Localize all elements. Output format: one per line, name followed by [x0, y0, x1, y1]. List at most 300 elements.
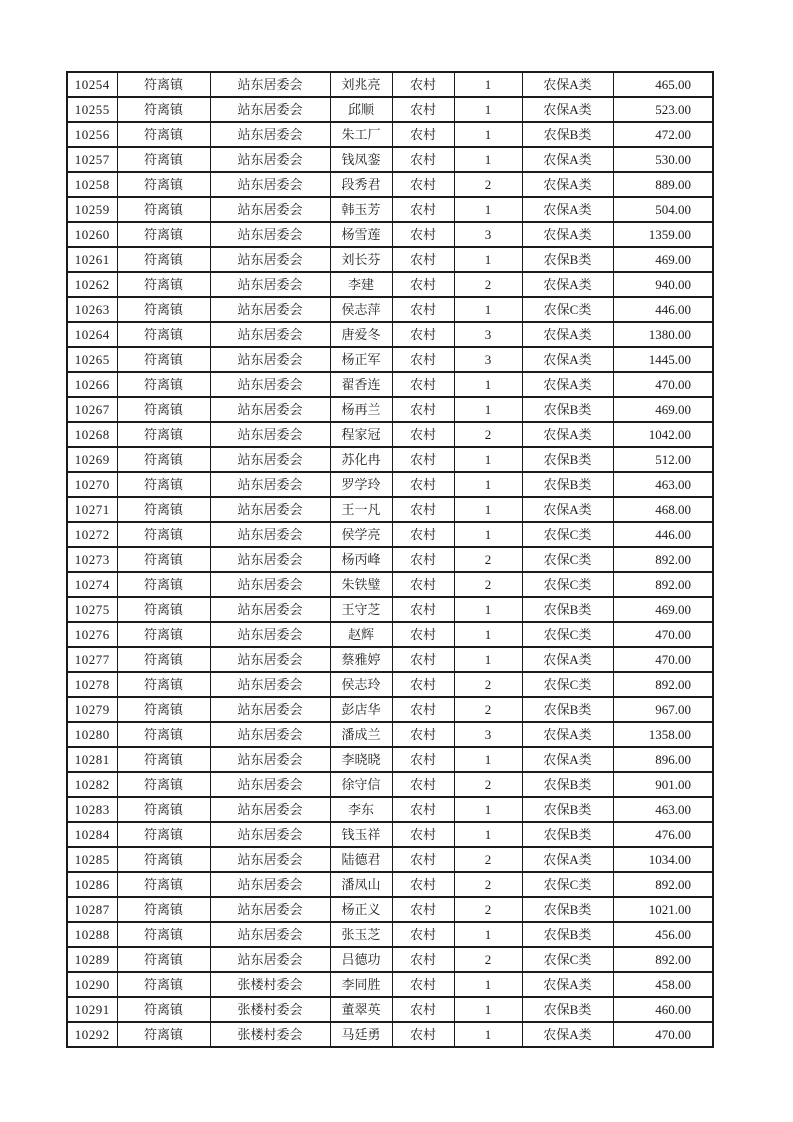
cell-town: 符离镇 — [117, 997, 210, 1022]
table-row — [67, 972, 713, 997]
table-row — [67, 372, 713, 397]
cell-name: 罗学玲 — [330, 472, 392, 497]
cell-name: 杨正义 — [330, 897, 392, 922]
cell-name: 侯学亮 — [330, 522, 392, 547]
cell-town: 符离镇 — [117, 422, 210, 447]
cell-residence: 农村 — [392, 697, 454, 722]
cell-committee: 站东居委会 — [210, 372, 330, 397]
cell-amount: 476.00 — [613, 822, 713, 847]
table-row — [67, 1022, 713, 1047]
cell-amount: 458.00 — [613, 972, 713, 997]
table-row — [67, 272, 713, 297]
table-row — [67, 447, 713, 472]
cell-count: 1 — [454, 372, 522, 397]
table-row — [67, 922, 713, 947]
table-row — [67, 847, 713, 872]
cell-amount: 460.00 — [613, 997, 713, 1022]
cell-count: 2 — [454, 422, 522, 447]
cell-town: 符离镇 — [117, 372, 210, 397]
table-row — [67, 572, 713, 597]
cell-residence: 农村 — [392, 997, 454, 1022]
cell-committee: 站东居委会 — [210, 97, 330, 122]
cell-residence: 农村 — [392, 672, 454, 697]
cell-amount: 889.00 — [613, 172, 713, 197]
cell-residence: 农村 — [392, 872, 454, 897]
cell-amount: 470.00 — [613, 1022, 713, 1047]
cell-town: 符离镇 — [117, 147, 210, 172]
cell-amount: 1358.00 — [613, 722, 713, 747]
cell-town: 符离镇 — [117, 172, 210, 197]
cell-town: 符离镇 — [117, 872, 210, 897]
cell-committee: 站东居委会 — [210, 447, 330, 472]
cell-category: 农保B类 — [522, 797, 613, 822]
cell-category: 农保B类 — [522, 397, 613, 422]
cell-committee: 站东居委会 — [210, 722, 330, 747]
cell-id: 10261 — [67, 247, 117, 272]
cell-residence: 农村 — [392, 372, 454, 397]
cell-amount: 446.00 — [613, 297, 713, 322]
cell-id: 10277 — [67, 647, 117, 672]
cell-town: 符离镇 — [117, 472, 210, 497]
cell-amount: 1034.00 — [613, 847, 713, 872]
cell-town: 符离镇 — [117, 272, 210, 297]
cell-amount: 892.00 — [613, 672, 713, 697]
cell-amount: 901.00 — [613, 772, 713, 797]
cell-residence: 农村 — [392, 797, 454, 822]
table-row — [67, 397, 713, 422]
cell-id: 10289 — [67, 947, 117, 972]
table-row — [67, 172, 713, 197]
cell-residence: 农村 — [392, 847, 454, 872]
table-row — [67, 522, 713, 547]
cell-committee: 张楼村委会 — [210, 1022, 330, 1047]
cell-amount: 470.00 — [613, 622, 713, 647]
cell-count: 2 — [454, 697, 522, 722]
cell-count: 1 — [454, 622, 522, 647]
cell-name: 唐爱冬 — [330, 322, 392, 347]
cell-category: 农保B类 — [522, 822, 613, 847]
cell-id: 10254 — [67, 72, 117, 97]
cell-id: 10276 — [67, 622, 117, 647]
cell-count: 1 — [454, 922, 522, 947]
cell-category: 农保A类 — [522, 272, 613, 297]
cell-residence: 农村 — [392, 122, 454, 147]
table-row — [67, 297, 713, 322]
cell-town: 符离镇 — [117, 397, 210, 422]
table-row — [67, 822, 713, 847]
cell-count: 1 — [454, 97, 522, 122]
cell-category: 农保B类 — [522, 472, 613, 497]
cell-count: 1 — [454, 147, 522, 172]
cell-residence: 农村 — [392, 647, 454, 672]
table-row — [67, 97, 713, 122]
cell-committee: 站东居委会 — [210, 172, 330, 197]
cell-amount: 469.00 — [613, 397, 713, 422]
table-row — [67, 647, 713, 672]
cell-residence: 农村 — [392, 297, 454, 322]
table-row — [67, 122, 713, 147]
table-row — [67, 872, 713, 897]
cell-id: 10275 — [67, 597, 117, 622]
cell-count: 2 — [454, 947, 522, 972]
cell-name: 杨再兰 — [330, 397, 392, 422]
records-tbody — [67, 72, 713, 1047]
cell-count: 3 — [454, 347, 522, 372]
cell-id: 10257 — [67, 147, 117, 172]
cell-committee: 站东居委会 — [210, 497, 330, 522]
cell-category: 农保B类 — [522, 597, 613, 622]
cell-committee: 站东居委会 — [210, 272, 330, 297]
cell-town: 符离镇 — [117, 1022, 210, 1047]
cell-count: 1 — [454, 447, 522, 472]
cell-name: 陆德君 — [330, 847, 392, 872]
cell-town: 符离镇 — [117, 947, 210, 972]
cell-amount: 892.00 — [613, 947, 713, 972]
table-row — [67, 547, 713, 572]
cell-town: 符离镇 — [117, 547, 210, 572]
cell-count: 2 — [454, 872, 522, 897]
cell-name: 侯志玲 — [330, 672, 392, 697]
table-row — [67, 947, 713, 972]
cell-category: 农保B类 — [522, 247, 613, 272]
cell-name: 苏化冉 — [330, 447, 392, 472]
cell-id: 10282 — [67, 772, 117, 797]
cell-name: 李建 — [330, 272, 392, 297]
table-row — [67, 997, 713, 1022]
cell-name: 钱凤銮 — [330, 147, 392, 172]
cell-town: 符离镇 — [117, 322, 210, 347]
cell-residence: 农村 — [392, 597, 454, 622]
cell-category: 农保A类 — [522, 497, 613, 522]
cell-category: 农保A类 — [522, 97, 613, 122]
cell-id: 10286 — [67, 872, 117, 897]
table-row — [67, 797, 713, 822]
table-row — [67, 747, 713, 772]
cell-count: 3 — [454, 322, 522, 347]
cell-id: 10263 — [67, 297, 117, 322]
cell-committee: 站东居委会 — [210, 322, 330, 347]
cell-category: 农保C类 — [522, 522, 613, 547]
cell-id: 10265 — [67, 347, 117, 372]
cell-name: 蔡雅婷 — [330, 647, 392, 672]
cell-category: 农保A类 — [522, 647, 613, 672]
cell-count: 1 — [454, 1022, 522, 1047]
cell-residence: 农村 — [392, 772, 454, 797]
cell-residence: 农村 — [392, 147, 454, 172]
cell-town: 符离镇 — [117, 847, 210, 872]
cell-count: 1 — [454, 497, 522, 522]
cell-amount: 468.00 — [613, 497, 713, 522]
cell-committee: 站东居委会 — [210, 547, 330, 572]
cell-committee: 站东居委会 — [210, 797, 330, 822]
cell-committee: 站东居委会 — [210, 297, 330, 322]
cell-town: 符离镇 — [117, 972, 210, 997]
cell-name: 潘成兰 — [330, 722, 392, 747]
table-row — [67, 347, 713, 372]
cell-category: 农保A类 — [522, 847, 613, 872]
cell-name: 邱顺 — [330, 97, 392, 122]
cell-count: 1 — [454, 972, 522, 997]
cell-name: 刘长芬 — [330, 247, 392, 272]
cell-category: 农保B类 — [522, 997, 613, 1022]
cell-committee: 站东居委会 — [210, 597, 330, 622]
cell-count: 1 — [454, 797, 522, 822]
cell-id: 10267 — [67, 397, 117, 422]
cell-town: 符离镇 — [117, 497, 210, 522]
cell-id: 10258 — [67, 172, 117, 197]
table-row — [67, 422, 713, 447]
cell-id: 10256 — [67, 122, 117, 147]
cell-id: 10262 — [67, 272, 117, 297]
cell-residence: 农村 — [392, 422, 454, 447]
cell-amount: 465.00 — [613, 72, 713, 97]
cell-committee: 站东居委会 — [210, 897, 330, 922]
cell-committee: 站东居委会 — [210, 122, 330, 147]
cell-residence: 农村 — [392, 272, 454, 297]
table-row — [67, 72, 713, 97]
cell-category: 农保A类 — [522, 747, 613, 772]
table-row — [67, 222, 713, 247]
cell-count: 3 — [454, 222, 522, 247]
cell-count: 2 — [454, 772, 522, 797]
cell-town: 符离镇 — [117, 522, 210, 547]
cell-amount: 504.00 — [613, 197, 713, 222]
cell-committee: 站东居委会 — [210, 622, 330, 647]
cell-residence: 农村 — [392, 722, 454, 747]
cell-committee: 站东居委会 — [210, 347, 330, 372]
cell-residence: 农村 — [392, 72, 454, 97]
cell-id: 10266 — [67, 372, 117, 397]
cell-residence: 农村 — [392, 472, 454, 497]
cell-town: 符离镇 — [117, 572, 210, 597]
cell-name: 韩玉芳 — [330, 197, 392, 222]
cell-residence: 农村 — [392, 897, 454, 922]
cell-committee: 站东居委会 — [210, 72, 330, 97]
cell-residence: 农村 — [392, 197, 454, 222]
cell-id: 10283 — [67, 797, 117, 822]
cell-residence: 农村 — [392, 222, 454, 247]
cell-id: 10264 — [67, 322, 117, 347]
cell-amount: 892.00 — [613, 572, 713, 597]
cell-count: 2 — [454, 172, 522, 197]
cell-town: 符离镇 — [117, 197, 210, 222]
cell-id: 10274 — [67, 572, 117, 597]
cell-residence: 农村 — [392, 97, 454, 122]
cell-count: 3 — [454, 722, 522, 747]
cell-id: 10278 — [67, 672, 117, 697]
cell-id: 10272 — [67, 522, 117, 547]
cell-residence: 农村 — [392, 322, 454, 347]
cell-town: 符离镇 — [117, 647, 210, 672]
cell-name: 钱玉祥 — [330, 822, 392, 847]
cell-name: 李同胜 — [330, 972, 392, 997]
cell-id: 10279 — [67, 697, 117, 722]
cell-name: 王守芝 — [330, 597, 392, 622]
cell-count: 1 — [454, 997, 522, 1022]
cell-residence: 农村 — [392, 347, 454, 372]
cell-name: 彭店华 — [330, 697, 392, 722]
cell-committee: 站东居委会 — [210, 522, 330, 547]
cell-category: 农保C类 — [522, 872, 613, 897]
cell-town: 符离镇 — [117, 672, 210, 697]
cell-town: 符离镇 — [117, 122, 210, 147]
cell-category: 农保C类 — [522, 622, 613, 647]
cell-committee: 站东居委会 — [210, 147, 330, 172]
cell-amount: 1042.00 — [613, 422, 713, 447]
cell-amount: 1359.00 — [613, 222, 713, 247]
cell-name: 刘兆亮 — [330, 72, 392, 97]
table-row — [67, 472, 713, 497]
cell-amount: 470.00 — [613, 647, 713, 672]
cell-category: 农保A类 — [522, 372, 613, 397]
cell-name: 段秀君 — [330, 172, 392, 197]
cell-category: 农保A类 — [522, 347, 613, 372]
cell-id: 10290 — [67, 972, 117, 997]
table-row — [67, 772, 713, 797]
cell-category: 农保C类 — [522, 572, 613, 597]
cell-amount: 530.00 — [613, 147, 713, 172]
cell-residence: 农村 — [392, 397, 454, 422]
cell-name: 赵辉 — [330, 622, 392, 647]
cell-residence: 农村 — [392, 547, 454, 572]
cell-category: 农保A类 — [522, 1022, 613, 1047]
cell-name: 朱铁璧 — [330, 572, 392, 597]
cell-town: 符离镇 — [117, 697, 210, 722]
cell-category: 农保A类 — [522, 322, 613, 347]
cell-committee: 站东居委会 — [210, 947, 330, 972]
cell-name: 杨丙峰 — [330, 547, 392, 572]
cell-name: 程家冠 — [330, 422, 392, 447]
cell-count: 2 — [454, 847, 522, 872]
cell-id: 10268 — [67, 422, 117, 447]
cell-category: 农保B类 — [522, 447, 613, 472]
cell-town: 符离镇 — [117, 72, 210, 97]
cell-category: 农保B类 — [522, 122, 613, 147]
cell-town: 符离镇 — [117, 747, 210, 772]
cell-category: 农保B类 — [522, 697, 613, 722]
cell-committee: 站东居委会 — [210, 747, 330, 772]
cell-category: 农保A类 — [522, 222, 613, 247]
cell-count: 1 — [454, 522, 522, 547]
cell-town: 符离镇 — [117, 447, 210, 472]
insurance-records-table — [66, 71, 714, 1048]
cell-amount: 940.00 — [613, 272, 713, 297]
cell-count: 1 — [454, 397, 522, 422]
cell-id: 10259 — [67, 197, 117, 222]
cell-amount: 512.00 — [613, 447, 713, 472]
cell-count: 1 — [454, 647, 522, 672]
cell-committee: 站东居委会 — [210, 697, 330, 722]
table-row — [67, 697, 713, 722]
cell-amount: 523.00 — [613, 97, 713, 122]
cell-amount: 446.00 — [613, 522, 713, 547]
cell-id: 10281 — [67, 747, 117, 772]
cell-residence: 农村 — [392, 922, 454, 947]
cell-category: 农保B类 — [522, 897, 613, 922]
cell-id: 10271 — [67, 497, 117, 522]
cell-residence: 农村 — [392, 447, 454, 472]
table-row — [67, 497, 713, 522]
table-row — [67, 322, 713, 347]
cell-count: 2 — [454, 272, 522, 297]
cell-town: 符离镇 — [117, 297, 210, 322]
cell-name: 杨雪莲 — [330, 222, 392, 247]
cell-amount: 463.00 — [613, 472, 713, 497]
cell-id: 10270 — [67, 472, 117, 497]
cell-count: 1 — [454, 247, 522, 272]
cell-residence: 农村 — [392, 822, 454, 847]
cell-id: 10255 — [67, 97, 117, 122]
cell-name: 董翠英 — [330, 997, 392, 1022]
cell-committee: 站东居委会 — [210, 197, 330, 222]
cell-category: 农保A类 — [522, 172, 613, 197]
table-row — [67, 597, 713, 622]
cell-id: 10287 — [67, 897, 117, 922]
cell-category: 农保B类 — [522, 922, 613, 947]
cell-count: 1 — [454, 197, 522, 222]
cell-id: 10288 — [67, 922, 117, 947]
table-row — [67, 197, 713, 222]
cell-residence: 农村 — [392, 572, 454, 597]
cell-committee: 站东居委会 — [210, 822, 330, 847]
cell-name: 吕德功 — [330, 947, 392, 972]
table-row — [67, 672, 713, 697]
cell-committee: 张楼村委会 — [210, 972, 330, 997]
cell-town: 符离镇 — [117, 347, 210, 372]
cell-count: 1 — [454, 122, 522, 147]
cell-committee: 站东居委会 — [210, 847, 330, 872]
cell-category: 农保A类 — [522, 72, 613, 97]
cell-name: 徐守信 — [330, 772, 392, 797]
cell-category: 农保C类 — [522, 672, 613, 697]
cell-committee: 张楼村委会 — [210, 997, 330, 1022]
cell-category: 农保A类 — [522, 147, 613, 172]
table-row — [67, 622, 713, 647]
cell-category: 农保A类 — [522, 972, 613, 997]
cell-committee: 站东居委会 — [210, 772, 330, 797]
cell-amount: 1445.00 — [613, 347, 713, 372]
cell-residence: 农村 — [392, 522, 454, 547]
cell-committee: 站东居委会 — [210, 672, 330, 697]
cell-category: 农保B类 — [522, 772, 613, 797]
cell-id: 10284 — [67, 822, 117, 847]
cell-count: 1 — [454, 297, 522, 322]
cell-category: 农保A类 — [522, 722, 613, 747]
cell-town: 符离镇 — [117, 797, 210, 822]
cell-residence: 农村 — [392, 947, 454, 972]
cell-count: 2 — [454, 672, 522, 697]
cell-id: 10285 — [67, 847, 117, 872]
cell-residence: 农村 — [392, 497, 454, 522]
cell-amount: 1380.00 — [613, 322, 713, 347]
cell-town: 符离镇 — [117, 822, 210, 847]
cell-town: 符离镇 — [117, 597, 210, 622]
cell-id: 10292 — [67, 1022, 117, 1047]
table-row — [67, 897, 713, 922]
cell-count: 1 — [454, 597, 522, 622]
cell-count: 1 — [454, 472, 522, 497]
cell-committee: 站东居委会 — [210, 872, 330, 897]
cell-amount: 463.00 — [613, 797, 713, 822]
cell-name: 侯志萍 — [330, 297, 392, 322]
cell-category: 农保A类 — [522, 197, 613, 222]
cell-residence: 农村 — [392, 1022, 454, 1047]
cell-committee: 站东居委会 — [210, 397, 330, 422]
cell-amount: 896.00 — [613, 747, 713, 772]
cell-count: 1 — [454, 72, 522, 97]
cell-count: 2 — [454, 547, 522, 572]
cell-town: 符离镇 — [117, 722, 210, 747]
